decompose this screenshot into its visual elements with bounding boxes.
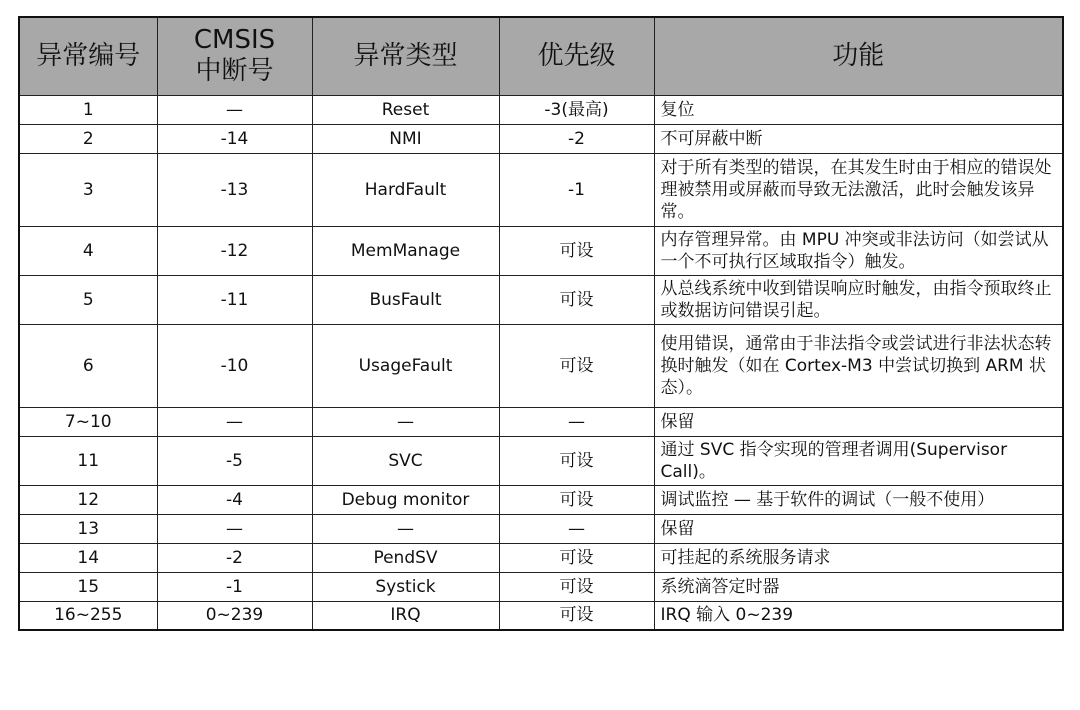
table-row — [19, 324, 1063, 407]
cell-exception-type: SVC — [312, 436, 499, 485]
table-row — [19, 226, 1063, 275]
table-row — [19, 275, 1063, 324]
cell-exception-number: 6 — [19, 324, 157, 407]
cell-cmsis-number: -14 — [157, 124, 312, 153]
cell-exception-type: NMI — [312, 124, 499, 153]
cell-function: 不可屏蔽中断 — [654, 124, 1063, 153]
cell-exception-number: 13 — [19, 514, 157, 543]
cell-cmsis-number: — — [157, 514, 312, 543]
exception-table — [18, 16, 1064, 631]
cell-exception-number: 4 — [19, 226, 157, 275]
cell-exception-type: BusFault — [312, 275, 499, 324]
cell-exception-type: Reset — [312, 95, 499, 124]
cell-exception-number: 16~255 — [19, 601, 157, 630]
cell-exception-type: MemManage — [312, 226, 499, 275]
cell-exception-type: IRQ — [312, 601, 499, 630]
cell-cmsis-number: -13 — [157, 153, 312, 226]
cell-priority: -1 — [499, 153, 654, 226]
table-row — [19, 514, 1063, 543]
cell-cmsis-number: -10 — [157, 324, 312, 407]
cell-function: 从总线系统中收到错误响应时触发，由指令预取终止或数据访问错误引起。 — [654, 275, 1063, 324]
cell-cmsis-number: -5 — [157, 436, 312, 485]
table-row — [19, 485, 1063, 514]
cell-priority: — — [499, 407, 654, 436]
header-cmsis-irq-number: CMSIS 中断号 — [157, 17, 312, 95]
cell-priority: -3(最高) — [499, 95, 654, 124]
cell-cmsis-number: -11 — [157, 275, 312, 324]
table-body — [19, 95, 1063, 630]
cell-exception-number: 11 — [19, 436, 157, 485]
cell-exception-type: Debug monitor — [312, 485, 499, 514]
cell-exception-type: Systick — [312, 572, 499, 601]
cell-exception-number: 12 — [19, 485, 157, 514]
cell-function: 复位 — [654, 95, 1063, 124]
table-row — [19, 543, 1063, 572]
table-header — [19, 17, 1063, 95]
cell-exception-type: PendSV — [312, 543, 499, 572]
header-exception-number: 异常编号 — [19, 17, 157, 95]
header-row — [19, 17, 1063, 95]
cell-cmsis-number: — — [157, 407, 312, 436]
cell-exception-type: HardFault — [312, 153, 499, 226]
cell-function: 使用错误，通常由于非法指令或尝试进行非法状态转换时触发（如在 Cortex-M3 中尝试切换到 ARM 状态）。 — [654, 324, 1063, 407]
cell-function: 对于所有类型的错误，在其发生时由于相应的错误处理被禁用或屏蔽而导致无法激活，此时会触发该异常。 — [654, 153, 1063, 226]
cell-exception-number: 3 — [19, 153, 157, 226]
cell-priority: -2 — [499, 124, 654, 153]
cell-cmsis-number: -4 — [157, 485, 312, 514]
cell-exception-type: — — [312, 514, 499, 543]
cell-priority: 可设 — [499, 226, 654, 275]
cell-function: 调试监控 — 基于软件的调试（一般不使用） — [654, 485, 1063, 514]
cell-function: 通过 SVC 指令实现的管理者调用(Supervisor Call)。 — [654, 436, 1063, 485]
header-function: 功能 — [654, 17, 1063, 95]
cell-exception-number: 7~10 — [19, 407, 157, 436]
cell-cmsis-number: -2 — [157, 543, 312, 572]
cell-function: 保留 — [654, 514, 1063, 543]
cell-priority: 可设 — [499, 543, 654, 572]
header-priority: 优先级 — [499, 17, 654, 95]
table-row — [19, 407, 1063, 436]
cell-function: 系统滴答定时器 — [654, 572, 1063, 601]
cell-function: 内存管理异常。由 MPU 冲突或非法访问（如尝试从一个不可执行区域取指令）触发。 — [654, 226, 1063, 275]
table-row — [19, 572, 1063, 601]
cell-function: 保留 — [654, 407, 1063, 436]
cell-priority: — — [499, 514, 654, 543]
cell-exception-number: 2 — [19, 124, 157, 153]
cell-exception-number: 1 — [19, 95, 157, 124]
cell-exception-type: UsageFault — [312, 324, 499, 407]
table-row — [19, 124, 1063, 153]
cell-priority: 可设 — [499, 275, 654, 324]
cell-exception-number: 5 — [19, 275, 157, 324]
cell-cmsis-number: — — [157, 95, 312, 124]
cell-cmsis-number: -1 — [157, 572, 312, 601]
cell-exception-number: 14 — [19, 543, 157, 572]
cell-exception-number: 15 — [19, 572, 157, 601]
cell-cmsis-number: 0~239 — [157, 601, 312, 630]
cell-exception-type: — — [312, 407, 499, 436]
table-row — [19, 95, 1063, 124]
cell-function: 可挂起的系统服务请求 — [654, 543, 1063, 572]
table-row — [19, 601, 1063, 630]
cell-function: IRQ 输入 0~239 — [654, 601, 1063, 630]
cell-priority: 可设 — [499, 324, 654, 407]
cell-cmsis-number: -12 — [157, 226, 312, 275]
table-row — [19, 153, 1063, 226]
table-row — [19, 436, 1063, 485]
cell-priority: 可设 — [499, 485, 654, 514]
cell-priority: 可设 — [499, 601, 654, 630]
cell-priority: 可设 — [499, 572, 654, 601]
header-exception-type: 异常类型 — [312, 17, 499, 95]
cell-priority: 可设 — [499, 436, 654, 485]
